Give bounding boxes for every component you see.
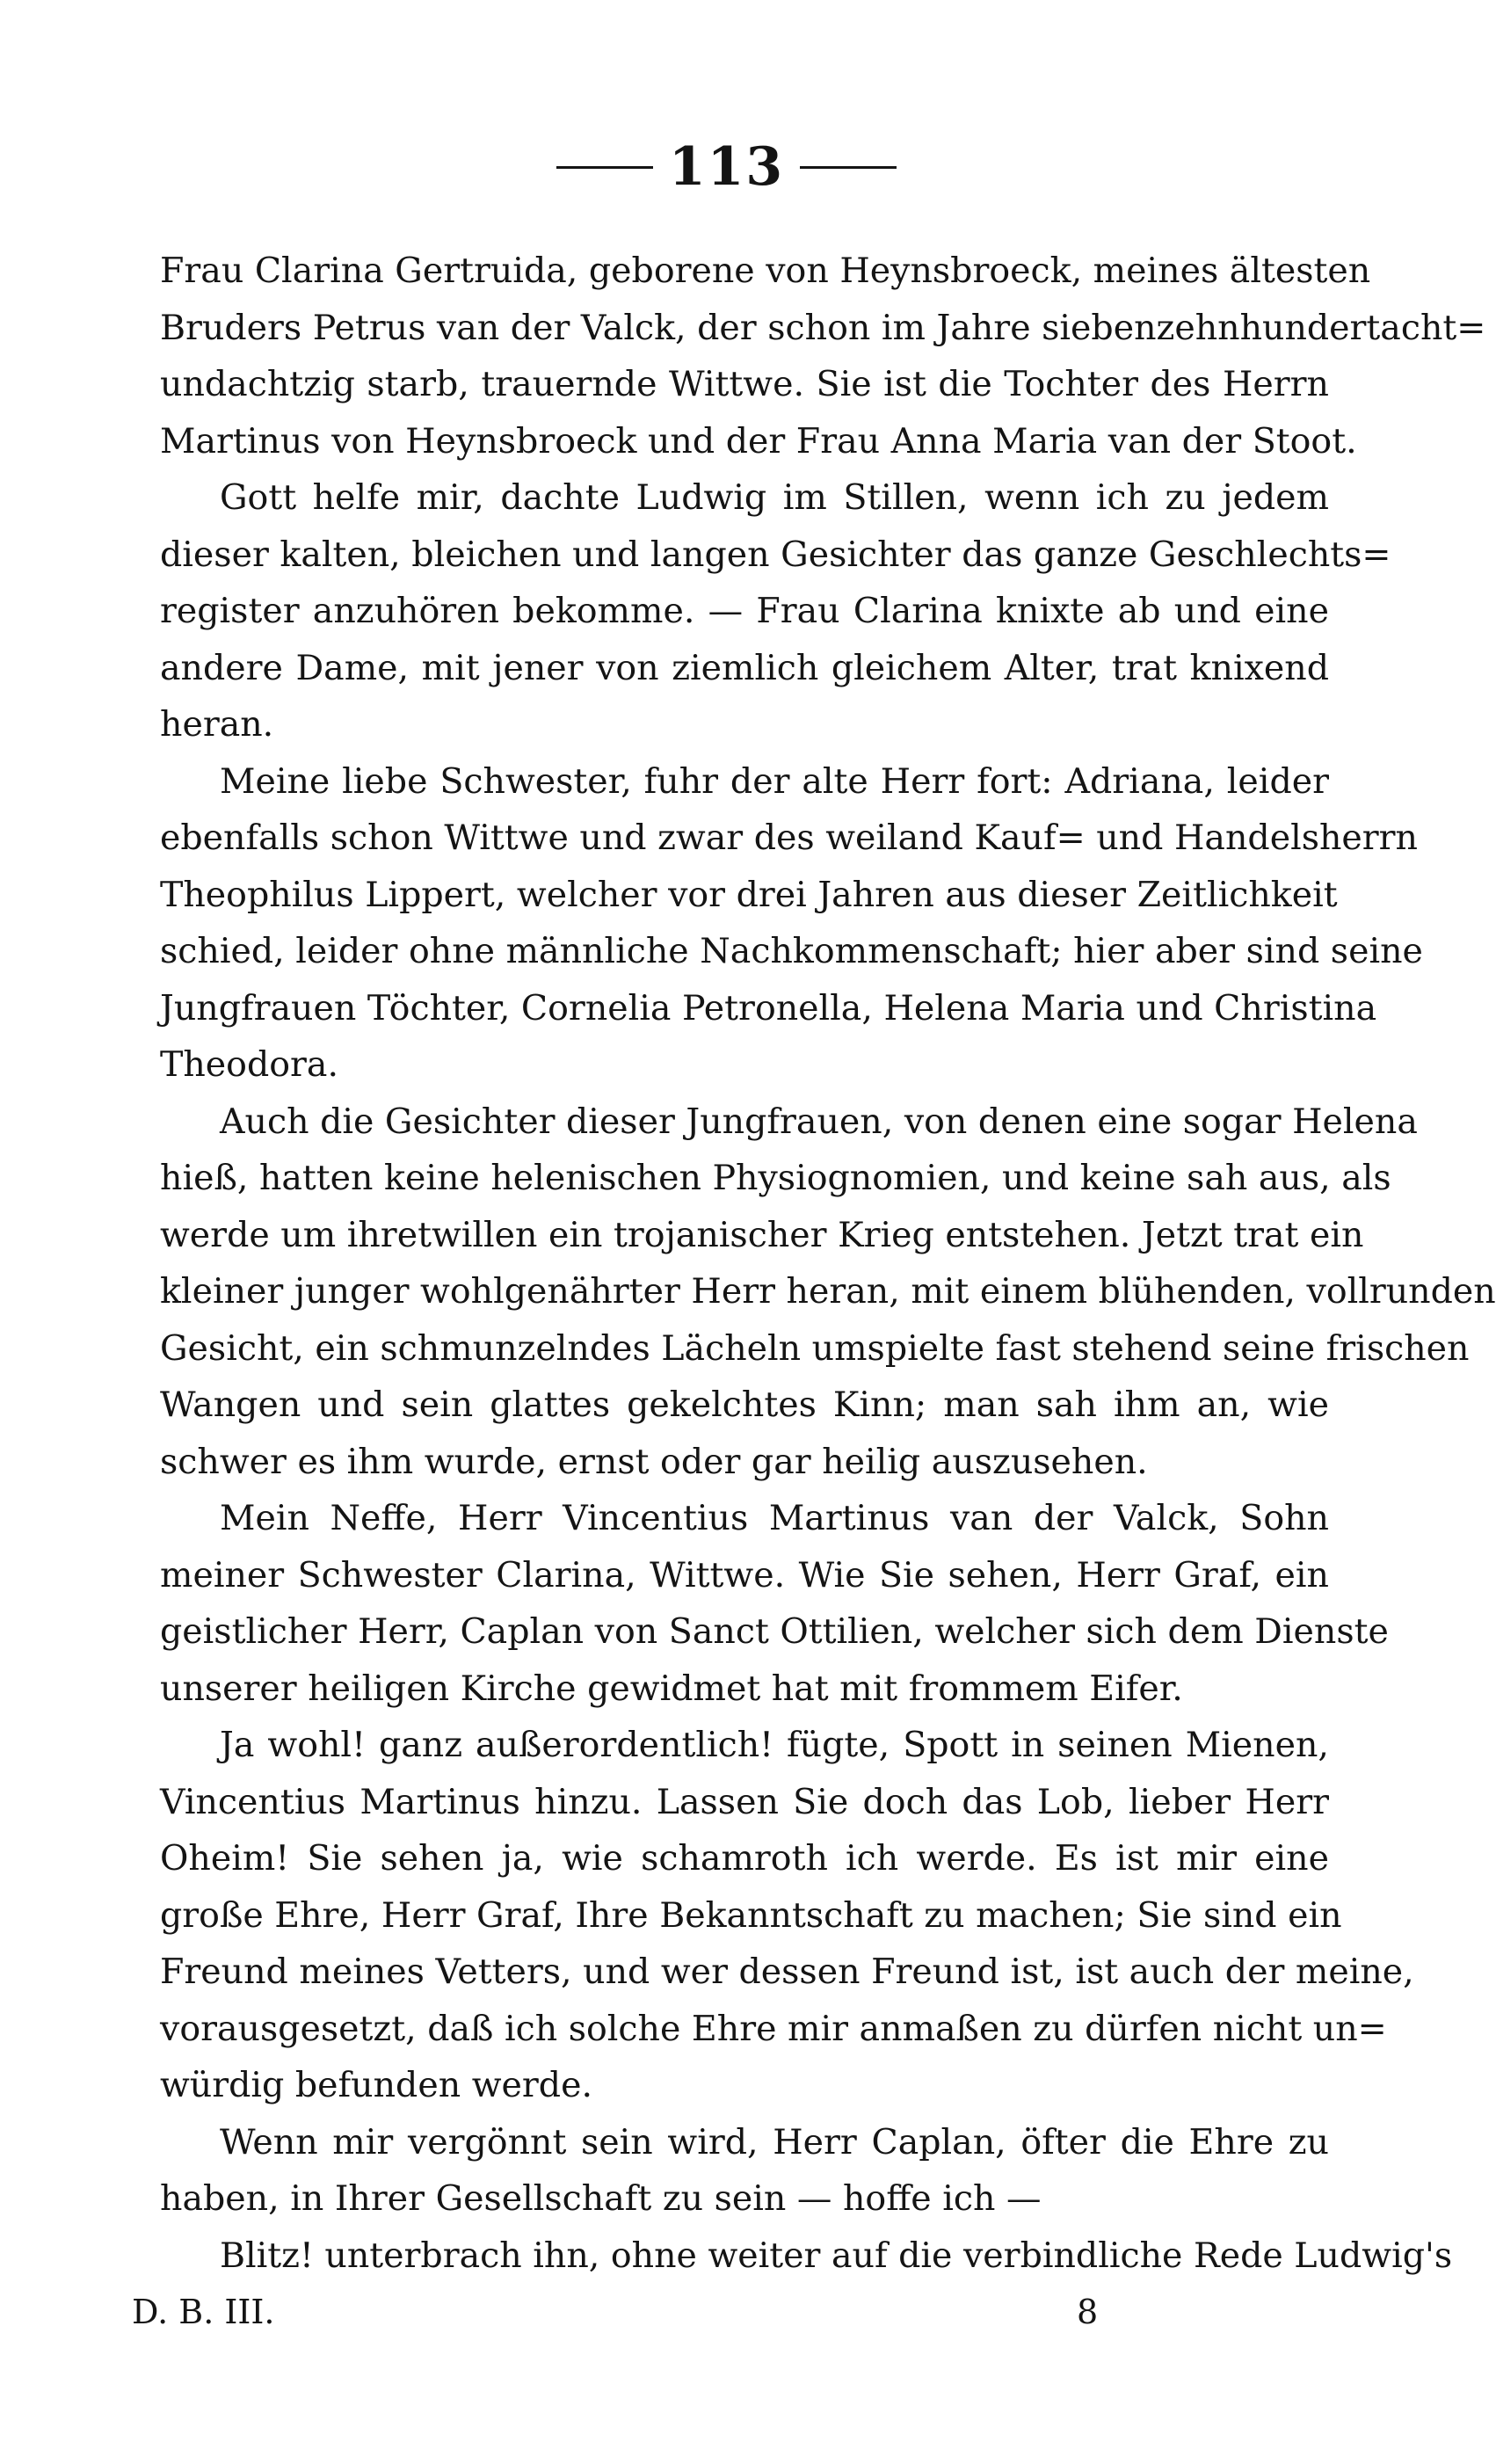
header-rule-right [800,166,897,169]
signature-mark: D. B. III. [132,2293,275,2331]
text-line: Wenn mir vergönnt sein wird, Herr Caplan, öfter die Ehre zu [220,2121,1329,2162]
text-line: Gott helfe mir, dachte Ludwig im Stillen, wenn ich zu jedem [220,477,1329,518]
text-line: ebenfalls schon Wittwe und zwar des weiland Kauf= und Handelsherrn [160,818,1418,858]
text-line: Meine liebe Schwester, fuhr der alte Herr fort: Adriana, leider [220,760,1329,802]
header-rule-left [556,166,653,169]
page-footer [132,2286,1107,2338]
text-line: geistlicher Herr, Caplan von Sanct Ottilien, welcher sich dem Dienste [160,1611,1389,1652]
text-line: werde um ihretwillen ein trojanischer Krieg entstehen. Jetzt trat ein [160,1214,1364,1255]
text-line: Theophilus Lippert, welcher vor drei Jahren aus dieser Zeitlichkeit [160,874,1338,915]
text-line: undachtzig starb, trauernde Wittwe. Sie ist die Tochter des Herrn [160,364,1329,404]
text-line: haben, in Ihrer Gesellschaft zu sein — hoffe ich — [160,2178,1042,2219]
text-line: Theodora. [160,1044,338,1085]
text-line: Martinus von Heynsbroeck und der Frau Anna Maria van der Stoot. [160,420,1357,462]
text-line: heran. [160,704,274,745]
text-line: vorausgesetzt, daß ich solche Ehre mir anmaßen zu dürfen nicht un= [160,2008,1387,2049]
text-line: Jungfrauen Töchter, Cornelia Petronella, Helena Maria und Christina [160,987,1377,1028]
text-line: Ja wohl! ganz außerordentlich! fügte, Spott in seinen Mienen, [220,1725,1329,1765]
text-line: schwer es ihm wurde, ernst oder gar heilig auszusehen. [160,1441,1148,1482]
text-line: kleiner junger wohlgenährter Herr heran, mit einem blühenden, vollrunden [160,1271,1496,1312]
text-line: schied, leider ohne männliche Nachkommenschaft; hier aber sind seine [160,931,1423,971]
text-line: hieß, hatten keine helenischen Physiognomien, und keine sah aus, als [160,1158,1391,1198]
text-line: würdig befunden werde. [160,2065,592,2105]
text-line: Frau Clarina Gertruida, geborene von Heynsbroeck, meines ältesten [160,251,1371,291]
page-header [0,132,1453,202]
text-line: Vincentius Martinus hinzu. Lassen Sie doch das Lob, lieber Herr [160,1781,1329,1822]
text-line: Oheim! Sie sehen ja, wie schamroth ich werde. Es ist mir eine [160,1838,1329,1879]
text-line: Auch die Gesichter dieser Jungfrauen, von denen eine sogar Helena [220,1101,1418,1142]
text-line: Bruders Petrus van der Valck, der schon im Jahre siebenzehnhundertacht= [160,307,1486,348]
text-line: Freund meines Vetters, und wer dessen Freund ist, ist auch der meine, [160,1952,1414,1992]
text-line: meiner Schwester Clarina, Wittwe. Wie Sie sehen, Herr Graf, ein [160,1554,1329,1595]
page-number: 113 [668,136,785,198]
text-line: Gesicht, ein schmunzelndes Lächeln umspielte fast stehend seine frischen [160,1327,1470,1369]
text-line: andere Dame, mit jener von ziemlich gleichem Alter, trat knixend [160,647,1329,688]
text-line: Wangen und sein glattes gekelchtes Kinn; man sah ihm an, wie [160,1385,1329,1425]
text-line: große Ehre, Herr Graf, Ihre Bekanntschaft zu machen; Sie sind ein [160,1894,1342,1936]
text-line: Blitz! unterbrach ihn, ohne weiter auf die verbindliche Rede Ludwig's [220,2235,1453,2276]
text-line: dieser kalten, bleichen und langen Gesichter das ganze Geschlechts= [160,534,1391,575]
body-text [160,243,1496,2284]
text-line: unserer heiligen Kirche gewidmet hat mit frommem Eifer. [160,1668,1183,1709]
text-line: Mein Neffe, Herr Vincentius Martinus van der Valck, Sohn [220,1498,1329,1538]
sheet-number: 8 [1077,2293,1099,2331]
text-line: register anzuhören bekomme. — Frau Clarina knixte ab und eine [160,591,1329,631]
